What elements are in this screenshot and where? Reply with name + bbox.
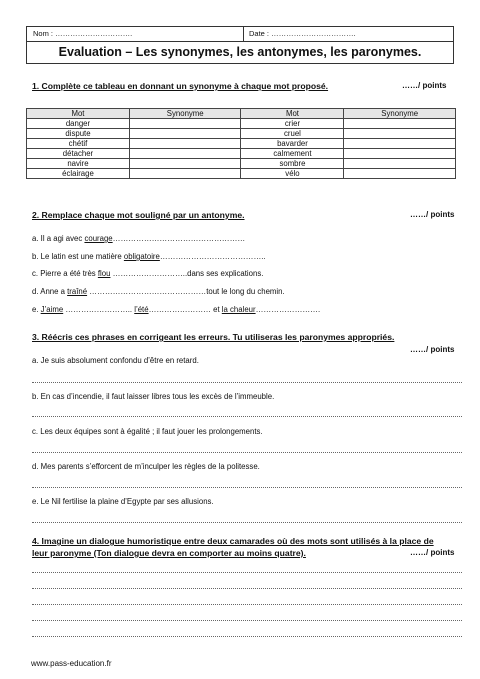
answer-line[interactable] — [32, 572, 462, 573]
item-text: b. Le latin est une matière — [32, 252, 124, 261]
answer-blank[interactable]: …………………….. — [63, 305, 135, 314]
q4-title-line2: leur paronyme (Ton dialogue devra en comporter au moins quatre). — [32, 548, 306, 558]
q2-points: ……/ points — [410, 210, 455, 219]
word-cell: vélo — [241, 169, 344, 179]
underlined-word: courage — [84, 234, 113, 243]
word-cell: cruel — [241, 129, 344, 139]
table-row — [27, 149, 456, 159]
q4-title-line1: 4. Imagine un dialogue humoristique entre deux camarades où des mots sont utilisés à la place de — [32, 536, 434, 546]
answer-blank[interactable]: ………………………………….. — [159, 252, 266, 261]
q3-item-c: c. Les deux équipes sont à égalité ; il faut jouer les prolongements. — [32, 427, 263, 436]
answer-line[interactable] — [32, 452, 462, 453]
answer-cell[interactable] — [344, 129, 456, 139]
nom-field[interactable]: Nom : …………………………. — [33, 29, 133, 38]
answer-line[interactable] — [32, 588, 462, 589]
underlined-word: J’aime — [40, 305, 64, 314]
word-cell: danger — [27, 119, 130, 129]
date-field[interactable]: Date : ……………………………. — [249, 29, 356, 38]
col-header-synonyme-2: Synonyme — [344, 109, 456, 119]
answer-cell[interactable] — [129, 139, 241, 149]
item-text: c. Pierre a été très — [32, 269, 98, 278]
answer-cell[interactable] — [129, 169, 241, 179]
footer-url[interactable]: www.pass-education.fr — [31, 659, 112, 668]
word-cell: navire — [27, 159, 130, 169]
word-cell: éclairage — [27, 169, 130, 179]
table-row — [27, 129, 456, 139]
word-cell: détacher — [27, 149, 130, 159]
q3-title: 3. Réécris ces phrases en corrigeant les erreurs. Tu utiliseras les paronymes appropriés. — [32, 332, 395, 342]
word-cell: calmement — [241, 149, 344, 159]
name-date-row — [27, 27, 453, 42]
q2-item-d — [32, 287, 285, 296]
answer-blank[interactable]: ………………………..dans ses explications. — [110, 269, 264, 278]
word-cell: dispute — [27, 129, 130, 139]
q1-title: 1. Complète ce tableau en donnant un synonyme à chaque mot proposé. — [32, 81, 329, 91]
table-row — [27, 139, 456, 149]
q2-item-a — [32, 234, 245, 243]
answer-line[interactable] — [32, 620, 462, 621]
answer-line[interactable] — [32, 522, 462, 523]
q3-item-d: d. Mes parents s’efforcent de m’inculper les règles de la politesse. — [32, 462, 260, 471]
q4-points: ……/ points — [410, 548, 455, 557]
q2-item-c — [32, 269, 263, 278]
word-cell: sombre — [241, 159, 344, 169]
q3-item-a: a. Je suis absolument confondu d’être en retard. — [32, 356, 199, 365]
col-header-synonyme-1: Synonyme — [129, 109, 241, 119]
table-header-row — [27, 109, 456, 119]
col-header-mot-2: Mot — [241, 109, 344, 119]
answer-line[interactable] — [32, 416, 462, 417]
word-cell: bavarder — [241, 139, 344, 149]
q3-points: ……/ points — [410, 345, 455, 354]
answer-cell[interactable] — [129, 129, 241, 139]
q3-item-b: b. En cas d’incendie, il faut laisser libres tous les excès de l’immeuble. — [32, 392, 275, 401]
table-row — [27, 159, 456, 169]
header-divider — [243, 27, 244, 41]
underlined-word: flou — [97, 269, 111, 278]
answer-cell[interactable] — [129, 159, 241, 169]
answer-blank[interactable]: ………………………………………tout le long du chemin. — [87, 287, 285, 296]
underlined-word: obligatoire — [123, 252, 160, 261]
answer-line[interactable] — [32, 487, 462, 488]
table-row — [27, 169, 456, 179]
table-row — [27, 119, 456, 129]
answer-cell[interactable] — [344, 159, 456, 169]
answer-line[interactable] — [32, 382, 462, 383]
underlined-word: l’été — [134, 305, 149, 314]
q2-item-e — [32, 305, 320, 314]
answer-cell[interactable] — [344, 169, 456, 179]
answer-cell[interactable] — [344, 149, 456, 159]
answer-cell[interactable] — [344, 119, 456, 129]
answer-blank[interactable]: ……………………. — [255, 305, 321, 314]
item-text: d. Anne a — [32, 287, 68, 296]
answer-cell[interactable] — [344, 139, 456, 149]
col-header-mot-1: Mot — [27, 109, 130, 119]
underlined-word: la chaleur — [221, 305, 256, 314]
answer-cell[interactable] — [129, 119, 241, 129]
answer-blank[interactable]: …………………… et — [148, 305, 222, 314]
answer-cell[interactable] — [129, 149, 241, 159]
page-title: Evaluation – Les synonymes, les antonymes, les paronymes. — [58, 45, 422, 59]
q3-item-e: e. Le Nil fertilise la plaine d’Egypte par ses allusions. — [32, 497, 214, 506]
item-text: e. — [32, 305, 41, 314]
synonym-table — [26, 108, 456, 179]
q1-points: ……/ points — [402, 81, 447, 90]
word-cell: crier — [241, 119, 344, 129]
answer-line[interactable] — [32, 636, 462, 637]
answer-blank[interactable]: …………………………………………… — [112, 234, 246, 243]
header-box — [26, 26, 454, 64]
answer-line[interactable] — [32, 604, 462, 605]
q2-title: 2. Remplace chaque mot souligné par un antonyme. — [32, 210, 245, 220]
item-text: a. Il a agi avec — [32, 234, 85, 243]
word-cell: chétif — [27, 139, 130, 149]
underlined-word: traîné — [67, 287, 88, 296]
q2-item-b — [32, 252, 266, 261]
